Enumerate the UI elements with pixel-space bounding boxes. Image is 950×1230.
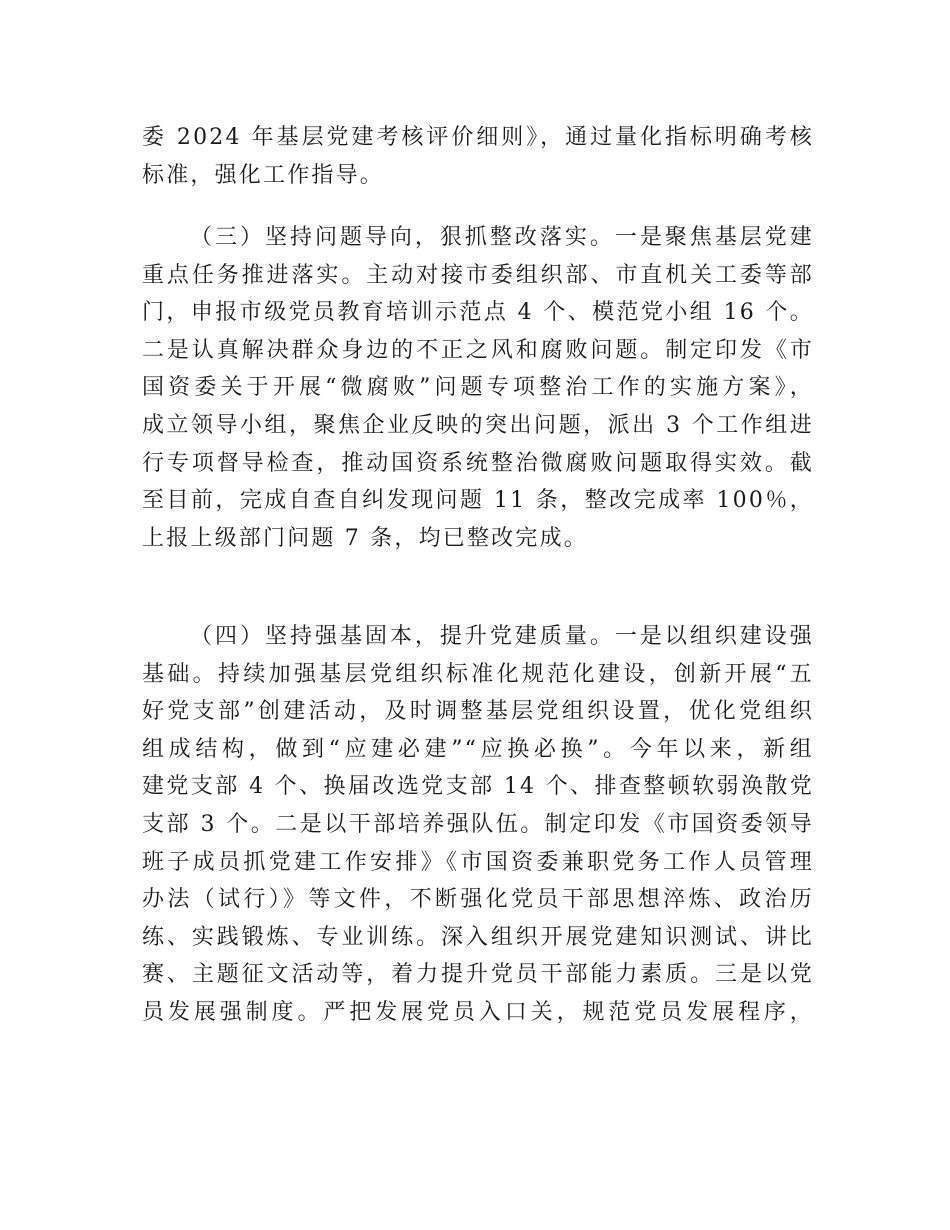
paragraph-line: 组成结构，做到“应建必建”“应换必换”。今年以来，新组 (142, 736, 814, 762)
paragraph-line: 至目前，完成自查自纠发现问题 11 条，整改完成率 100％， (142, 488, 814, 514)
paragraph-line: 支部 3 个。二是以干部培养强队伍。制定印发《市国资委领导 (142, 811, 814, 837)
paragraph-strengthen-foundation (142, 618, 814, 1032)
paragraph-line: 班子成员抓党建工作安排》《市国资委兼职党务工作人员管理 (142, 849, 814, 875)
paragraph-line: 门，申报市级党员教育培训示范点 4 个、模范党小组 16 个。 (142, 300, 814, 326)
paragraph-line: 好党支部”创建活动，及时调整基层党组织设置，优化党组织 (142, 699, 814, 725)
paragraph-line: 上报上级部门问题 7 条，均已整改完成。 (142, 525, 588, 551)
paragraph-line: 练、实践锻炼、专业训练。深入组织开展党建知识测试、讲比 (142, 924, 814, 950)
paragraph-line: 员发展强制度。严把发展党员入口关，规范党员发展程序， (142, 999, 814, 1025)
paragraph-line: 国资委关于开展“微腐败”问题专项整治工作的实施方案》， (142, 375, 814, 401)
paragraph-line: 二是认真解决群众身边的不正之风和腐败问题。制定印发《市 (142, 337, 814, 363)
paragraph-line: 建党支部 4 个、换届改选党支部 14 个、排查整顿软弱涣散党 (142, 774, 814, 800)
paragraph-line: 基础。持续加强基层党组织标准化规范化建设，创新开展“五 (142, 661, 814, 687)
paragraph-assessment-rules (142, 119, 814, 194)
paragraph-line: 标准，强化工作指导。 (142, 162, 385, 188)
paragraph-line: （三）坚持问题导向，狠抓整改落实。一是聚焦基层党建 (190, 225, 814, 250)
paragraph-line: 委 2024 年基层党建考核评价细则》，通过量化指标明确考核 (142, 125, 814, 150)
paragraph-line: 行专项督导检查，推动国资系统整治微腐败问题取得实效。截 (142, 450, 814, 476)
paragraph-line: 赛、主题征文活动等，着力提升党员干部能力素质。三是以党 (142, 962, 814, 988)
paragraph-problem-orientation (142, 219, 814, 557)
paragraph-line: 办法（试行）》等文件，不断强化党员干部思想淬炼、政治历 (142, 887, 814, 913)
paragraph-line: （四）坚持强基固本，提升党建质量。一是以组织建设强 (190, 624, 814, 649)
paragraph-line: 重点任务推进落实。主动对接市委组织部、市直机关工委等部 (142, 262, 814, 288)
paragraph-line: 成立领导小组，聚焦企业反映的突出问题，派出 3 个工作组进 (142, 412, 814, 438)
